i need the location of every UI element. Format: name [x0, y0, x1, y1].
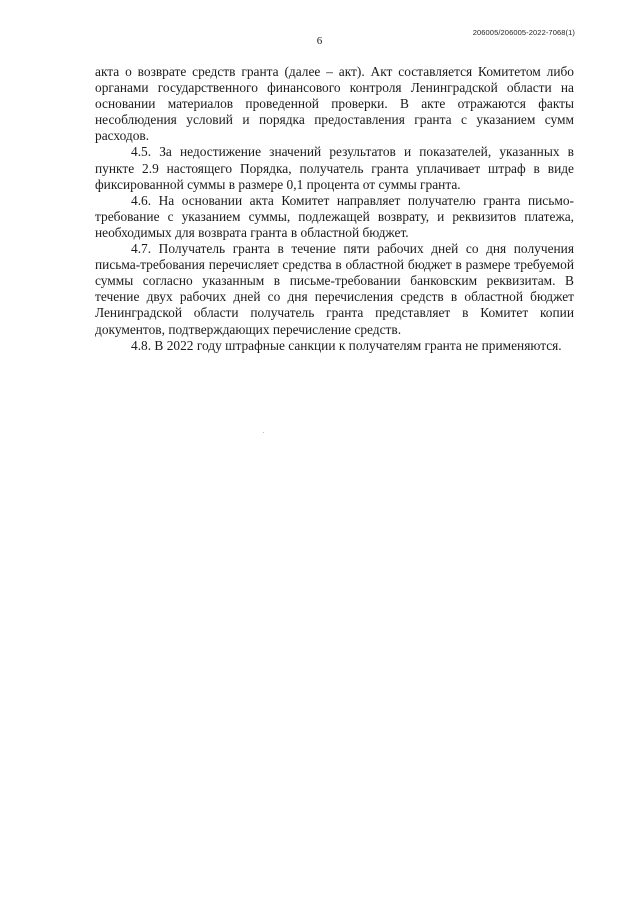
document-body: [95, 64, 574, 354]
paragraph-4-5: 4.5. За недостижение значений результатов и показателей, указанных в пункте 2.9 настоящего Порядка, получатель гранта уплачивает штраф в виде фиксированной суммы в размере 0,1 процента от суммы гранта.: [95, 144, 574, 192]
paragraph-4-8: 4.8. В 2022 году штрафные санкции к получателям гранта не применяются.: [131, 337, 562, 353]
page-number: 6: [316, 35, 323, 47]
paragraph-4-6: 4.6. На основании акта Комитет направляет получателю гранта письмо-требование с указанием суммы, подлежащей возврату, и реквизитов платежа, необходимых для возврата гранта в областной бюджет.: [95, 192, 574, 240]
paragraph-4-7: 4.7. Получатель гранта в течение пяти рабочих дней со дня получения письма-требования перечисляет средства в областной бюджет в размере требуемой суммы согласно указанным в письме-требовании банковским реквизитам. В течение двух рабочих дней со дня перечисления средств в областной бюджет Ленинградской области получатель гранта представляет в Комитет копии документов, подтверждающих перечисление средств.: [95, 241, 574, 337]
paragraph-continuation: акта о возврате средств гранта (далее – акт). Акт составляется Комитетом либо органами государственного финансового контроля Ленинградской области на основании материалов проведенной проверки. В акте отражаются факты несоблюдения условий и порядка предоставления гранта с указанием сумм расходов.: [95, 64, 574, 144]
scan-speck: [263, 432, 264, 433]
document-id: 206005/206005-2022-7068(1): [472, 28, 575, 37]
